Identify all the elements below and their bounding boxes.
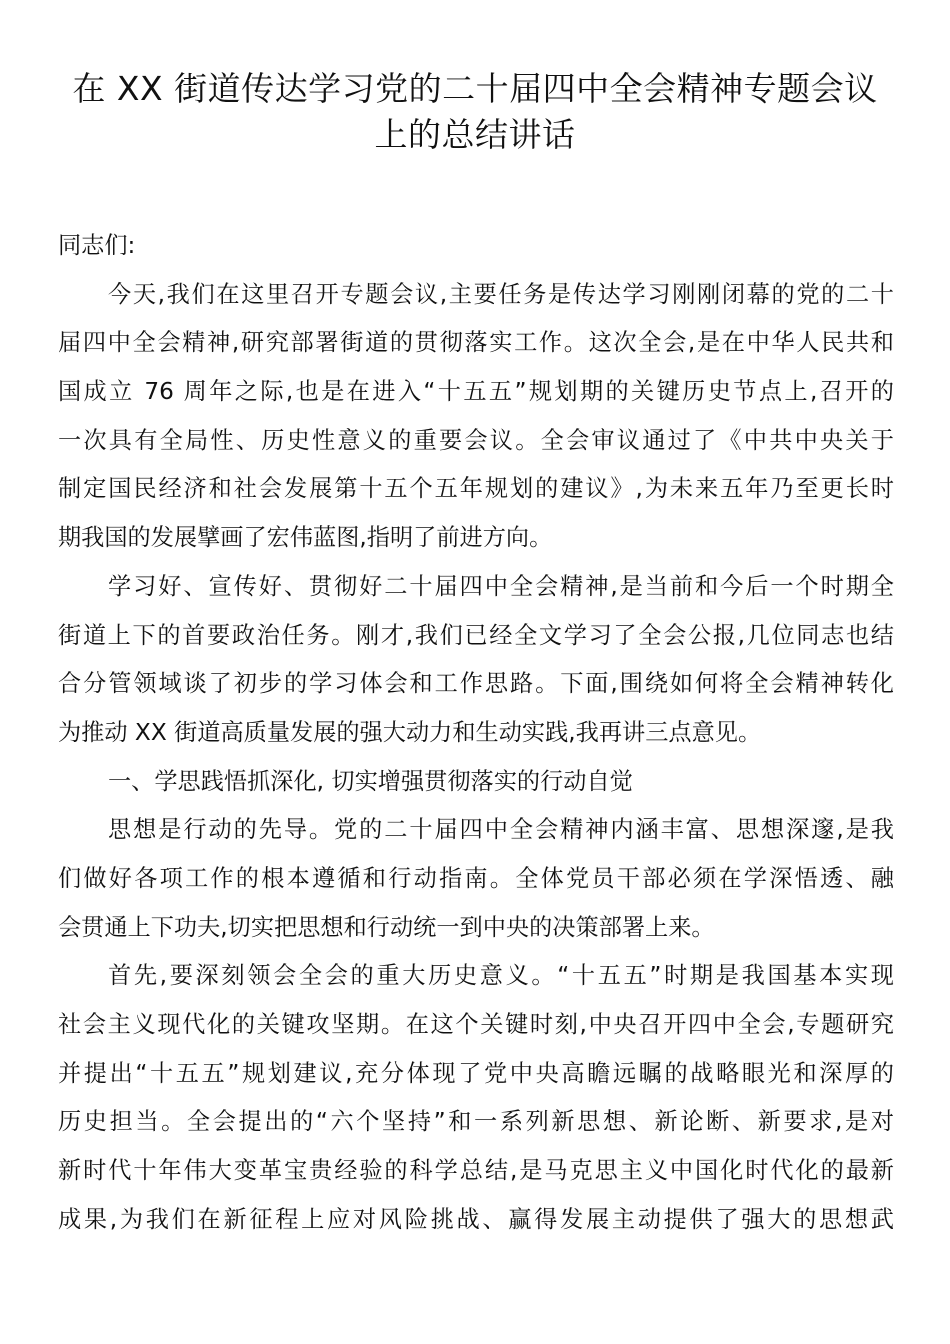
- document-body: [58, 222, 894, 1244]
- paragraph-line: 届四中全会精神,研究部署街道的贯彻落实工作。这次全会,是在中华人民共和: [58, 329, 894, 357]
- section-heading-text: 一、学思践悟抓深化, 切实增强贯彻落实的行动自觉: [108, 767, 633, 795]
- paragraph-4: [58, 952, 894, 1244]
- paragraph-line: 首先,要深刻领会全会的重大历史意义。“十五五”时期是我国基本实现: [108, 962, 894, 990]
- paragraph-line: 并提出“十五五”规划建议,充分体现了党中央高瞻远瞩的战略眼光和深厚的: [58, 1059, 894, 1087]
- paragraph-line: 历史担当。全会提出的“六个坚持”和一系列新思想、新论断、新要求,是对: [58, 1108, 894, 1136]
- section-heading-1: [58, 758, 894, 807]
- paragraph-2: [58, 563, 894, 758]
- paragraph-line: 学习好、宣传好、贯彻好二十届四中全会精神,是当前和今后一个时期全: [108, 572, 894, 600]
- paragraph-line: 街道上下的首要政治任务。刚才,我们已经全文学习了全会公报,几位同志也结: [58, 621, 894, 649]
- paragraph-line: 期我国的发展擘画了宏伟蓝图,指明了前进方向。: [58, 524, 553, 552]
- salutation: 同志们:: [58, 232, 136, 259]
- paragraph-line: 今天,我们在这里召开专题会议,主要任务是传达学习刚刚闭幕的党的二十: [108, 280, 894, 308]
- paragraph-line: 社会主义现代化的关键攻坚期。在这个关键时刻,中央召开四中全会,专题研究: [58, 1011, 894, 1038]
- title-line-1: 在 XX 街道传达学习党的二十届四中全会精神专题会议: [72, 69, 878, 108]
- paragraph-3: [58, 806, 894, 952]
- document-title: [50, 66, 900, 158]
- title-line-2: 上的总结讲话: [374, 115, 576, 154]
- paragraph-line: 思想是行动的先导。党的二十届四中全会精神内涵丰富、思想深邃,是我: [108, 816, 894, 844]
- paragraph-line: 制定国民经济和社会发展第十五个五年规划的建议》,为未来五年乃至更长时: [58, 475, 894, 503]
- paragraph-line: 会贯通上下功夫,切实把思想和行动统一到中央的决策部署上来。: [58, 913, 715, 941]
- paragraph-line: 国成立 76 周年之际,也是在进入“十五五”规划期的关键历史节点上,召开的: [58, 378, 894, 406]
- paragraph-line: 一次具有全局性、历史性意义的重要会议。全会审议通过了《中共中央关于: [58, 426, 894, 454]
- paragraph-1: [58, 271, 894, 563]
- paragraph-line: 新时代十年伟大变革宝贵经验的科学总结,是马克思主义中国化时代化的最新: [58, 1157, 894, 1185]
- paragraph-line: 成果,为我们在新征程上应对风险挑战、赢得发展主动提供了强大的思想武: [58, 1205, 894, 1233]
- paragraph-line: 们做好各项工作的根本遵循和行动指南。全体党员干部必须在学深悟透、融: [58, 864, 894, 892]
- paragraph-line: 合分管领域谈了初步的学习体会和工作思路。下面,围绕如何将全会精神转化: [58, 670, 894, 698]
- paragraph-line: 为推动 XX 街道高质量发展的强大动力和生动实践,我再讲三点意见。: [58, 718, 762, 746]
